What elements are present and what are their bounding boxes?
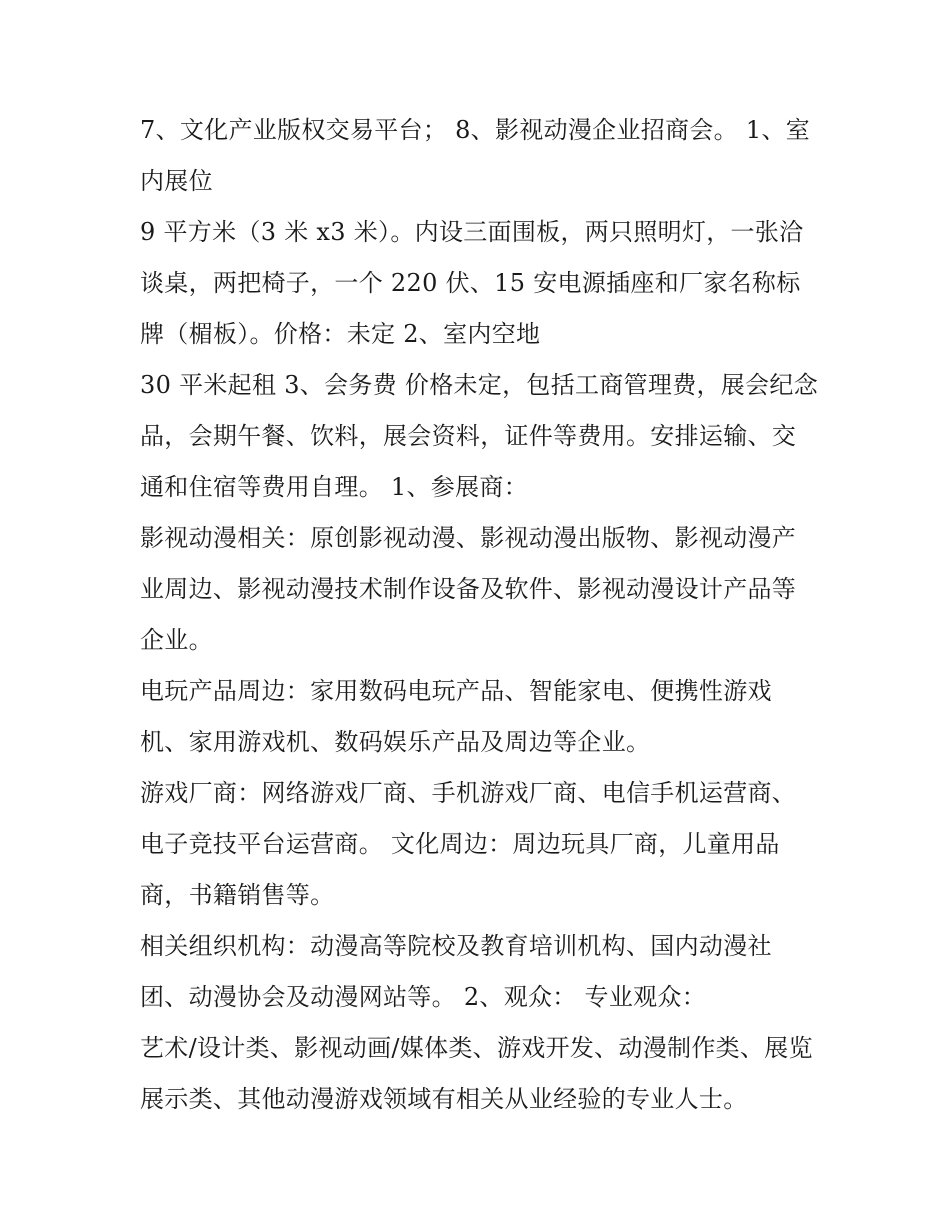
- paragraph-2: 9 平方米（3 米 x3 米）。内设三面围板，两只照明灯，一张洽谈桌，两把椅子，一个 220 伏、15 安电源插座和厂家名称标牌（楣板）。价格：未定 2、室内空地: [140, 218, 804, 348]
- paragraph-4: 影视动漫相关：原创影视动漫、影视动漫出版物、影视动漫产业周边、影视动漫技术制作设备及软件、影视动漫设计产品等企业。: [140, 524, 797, 654]
- paragraph-8: 艺术/设计类、影视动画/媒体类、游戏开发、动漫制作类、展览展示类、其他动漫游戏领域有相关从业经验的专业人士。: [140, 1034, 813, 1113]
- paragraph-1: 7、文化产业版权交易平台； 8、影视动漫企业招商会。 1、室内展位: [140, 116, 811, 195]
- paragraph-5: 电玩产品周边：家用数码电玩产品、智能家电、便携性游戏机、家用游戏机、数码娱乐产品及周边等企业。: [140, 677, 772, 756]
- paragraph-7: 相关组织机构：动漫高等院校及教育培训机构、国内动漫社团、动漫协会及动漫网站等。 2、观众： 专业观众：: [140, 932, 772, 1011]
- paragraph-6: 游戏厂商：网络游戏厂商、手机游戏厂商、电信手机运营商、电子竞技平台运营商。 文化周边：周边玩具厂商，儿童用品商，书籍销售等。: [140, 779, 797, 909]
- paragraph-3: 30 平米起租 3、会务费 价格未定，包括工商管理费，展会纪念品，会期午餐、饮料，展会资料，证件等费用。安排运输、交通和住宿等费用自理。 1、参展商：: [140, 371, 818, 501]
- document-body: [140, 105, 820, 1125]
